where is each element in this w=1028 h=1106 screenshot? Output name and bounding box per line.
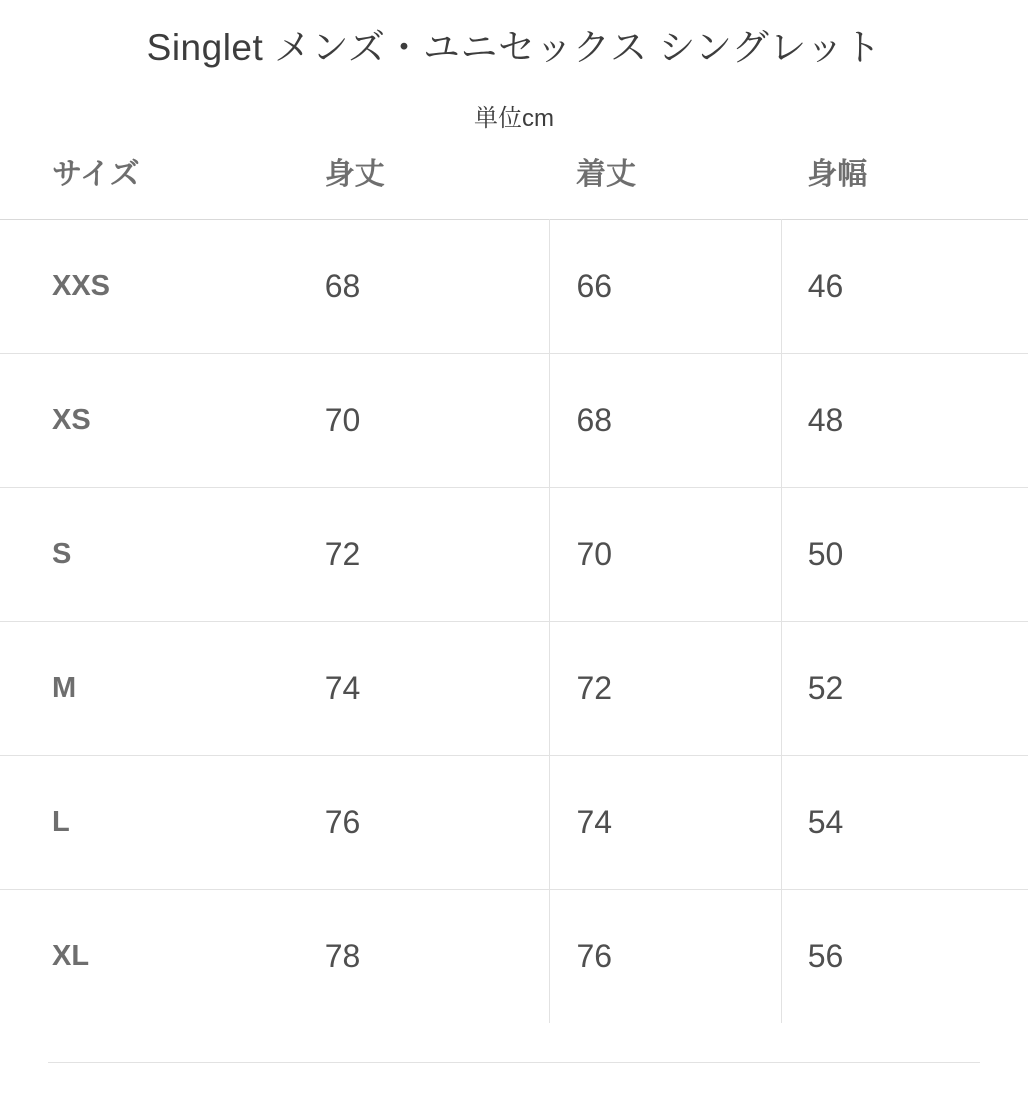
table-row: [0, 488, 1028, 622]
column-header-garment-length: 着丈: [575, 158, 636, 192]
size-chart-page: [0, 26, 1028, 1106]
cell-body-width: 54: [781, 756, 1028, 890]
cell-body-length: 78: [283, 890, 550, 1024]
table-row: [0, 756, 1028, 890]
cell-body-width: 48: [781, 354, 1028, 488]
cell-body-width: 46: [781, 220, 1028, 354]
cell-body-length: 74: [283, 622, 550, 756]
cell-garment-length: 74: [550, 756, 781, 890]
table-row: [0, 220, 1028, 354]
cell-size: M: [0, 622, 283, 756]
cell-garment-length: 68: [550, 354, 781, 488]
cell-body-length: 70: [283, 354, 550, 488]
size-table: [0, 143, 1028, 1023]
cell-size: XS: [0, 354, 283, 488]
cell-garment-length: 76: [550, 890, 781, 1024]
column-header-size: サイズ: [52, 158, 140, 192]
page-title: Singlet メンズ・ユニセックス シングレット: [146, 27, 882, 68]
table-row: [0, 622, 1028, 756]
cell-body-length: 72: [283, 488, 550, 622]
cell-size: L: [0, 756, 283, 890]
cell-garment-length: 72: [550, 622, 781, 756]
table-body: [0, 220, 1028, 1024]
cell-size: XL: [0, 890, 283, 1024]
table-header: [0, 143, 1028, 220]
cell-garment-length: 66: [550, 220, 781, 354]
unit-note: 単位cm: [474, 105, 554, 133]
cell-size: XXS: [0, 220, 283, 354]
table-bottom-rule: [48, 1062, 980, 1063]
cell-body-width: 52: [781, 622, 1028, 756]
column-header-body-width: 身幅: [807, 158, 868, 192]
cell-body-length: 76: [283, 756, 550, 890]
cell-body-width: 56: [781, 890, 1028, 1024]
cell-body-width: 50: [781, 488, 1028, 622]
cell-size: S: [0, 488, 283, 622]
cell-garment-length: 70: [550, 488, 781, 622]
table-header-row: [0, 143, 1028, 220]
table-row: [0, 354, 1028, 488]
column-header-body-length: 身丈: [324, 158, 385, 192]
table-row: [0, 890, 1028, 1024]
cell-body-length: 68: [283, 220, 550, 354]
